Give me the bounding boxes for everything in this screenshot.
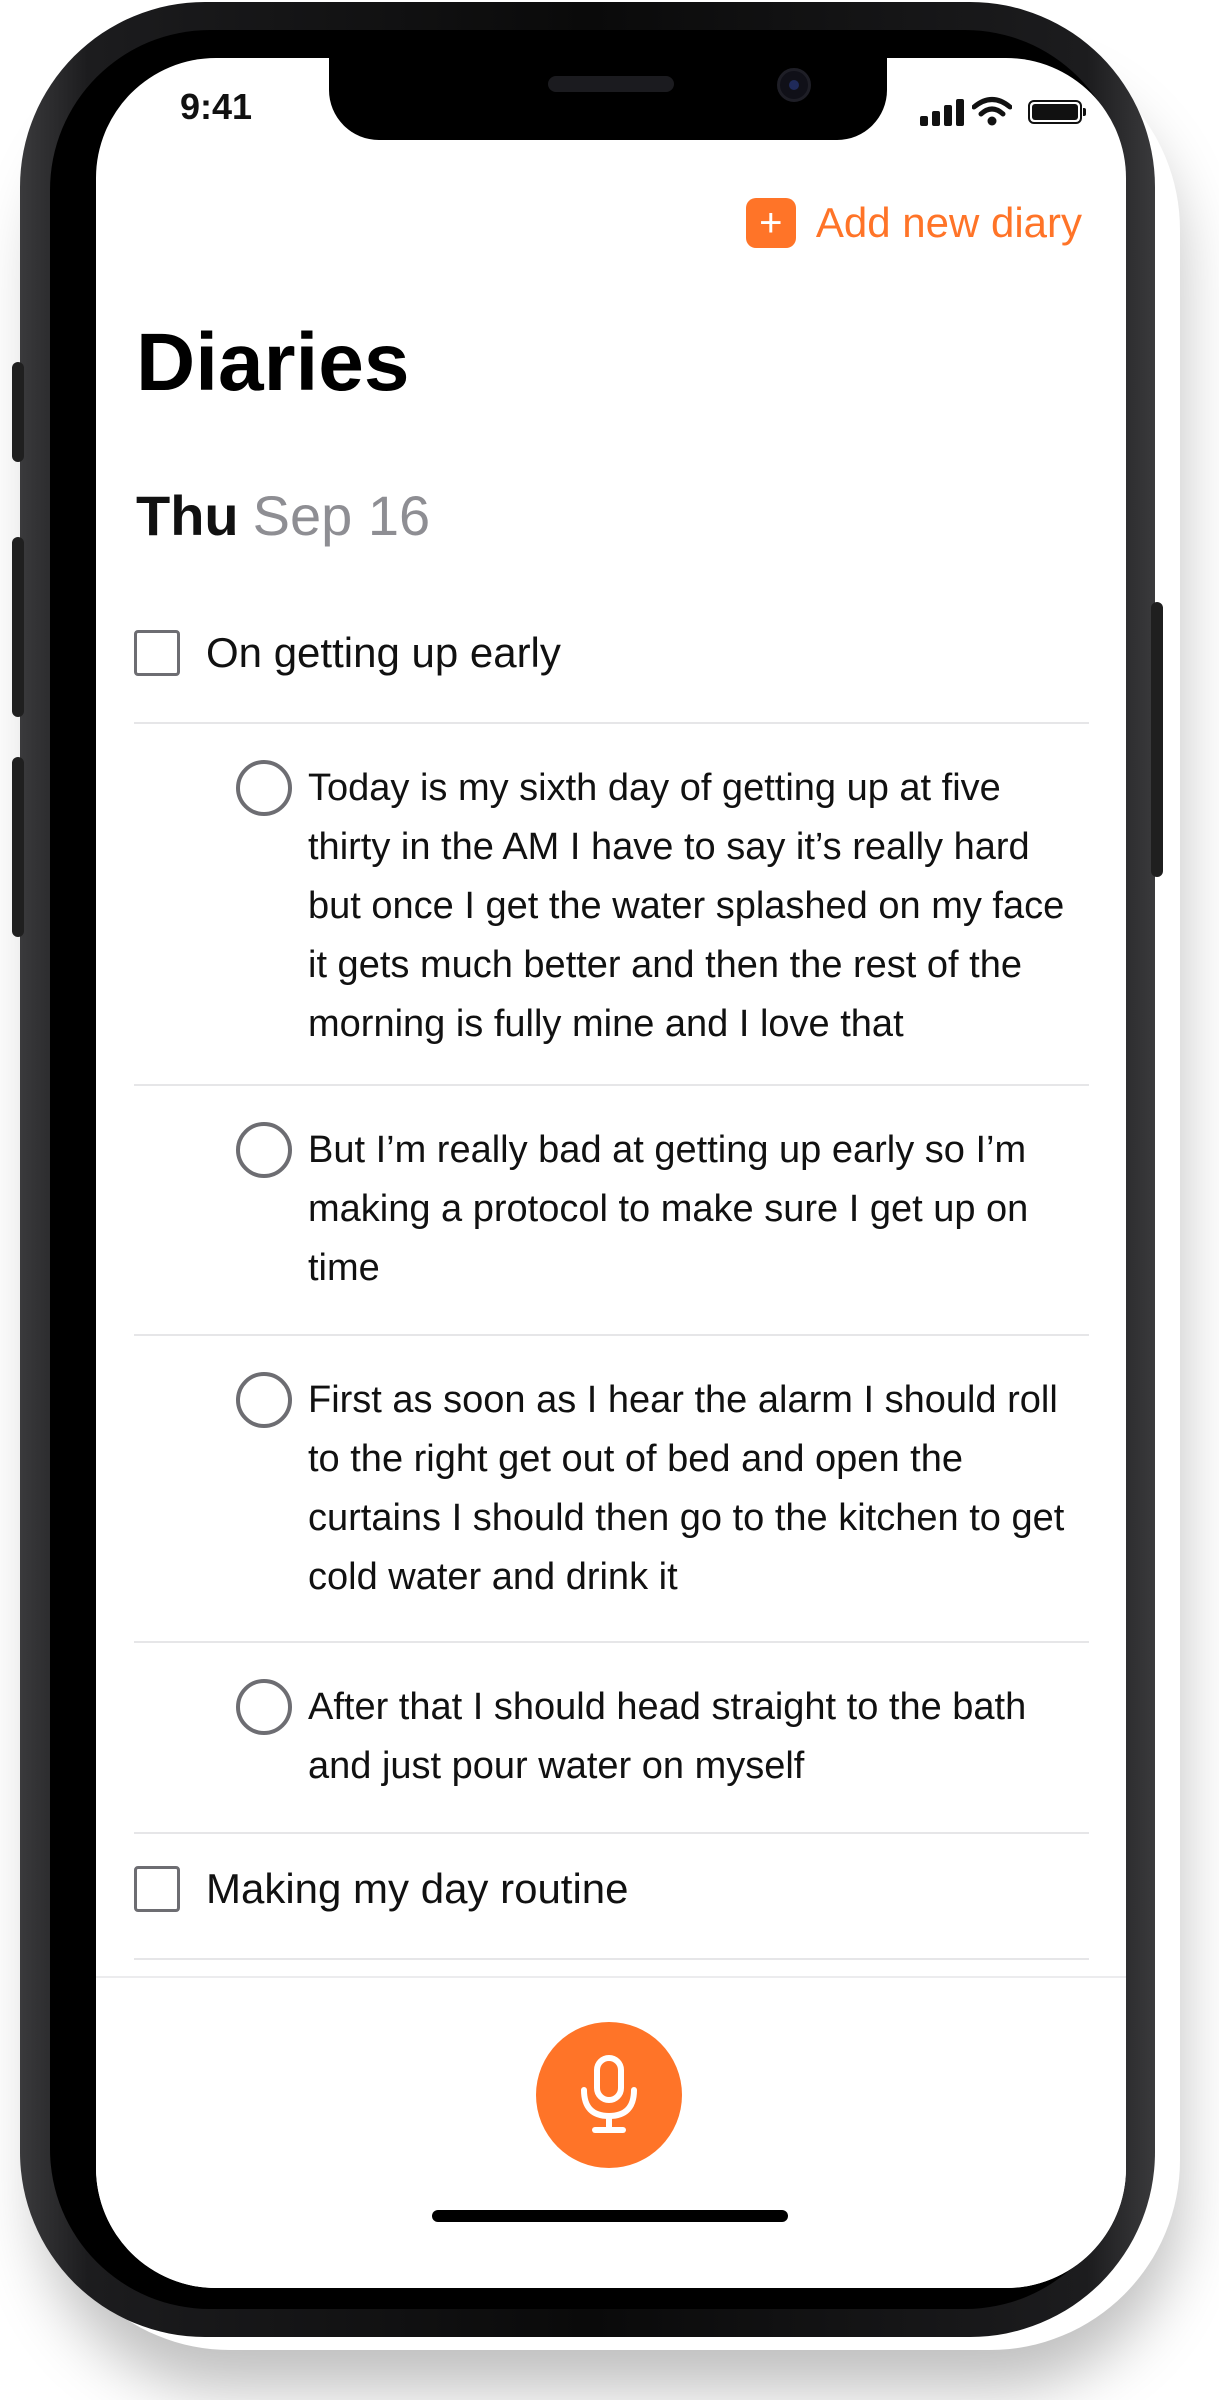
silent-switch	[12, 362, 24, 462]
entry-text: After that I should head straight to the bath and just pour water on myself	[308, 1686, 1027, 1787]
bottom-bar	[96, 1976, 1126, 2288]
entry-text: But I’m really bad at getting up early so I’m making a protocol to make sure I get up on time	[308, 1129, 1029, 1289]
entry-radio[interactable]	[236, 1122, 292, 1178]
diary-topic[interactable]	[134, 598, 1089, 724]
plus-square-icon: +	[746, 198, 796, 248]
entry-text: First as soon as I hear the alarm I should roll to the right get out of bed and open the curtains I should then go to the kitchen to get cold water and drink it	[308, 1379, 1065, 1598]
home-indicator[interactable]	[432, 2210, 788, 2222]
date-day: Thu	[136, 484, 239, 547]
earpiece-speaker	[548, 76, 674, 92]
topic-checkbox[interactable]	[134, 1866, 180, 1912]
microphone-icon	[578, 2054, 640, 2136]
topic-checkbox[interactable]	[134, 630, 180, 676]
diary-entry[interactable]	[134, 1336, 1089, 1643]
volume-down-button	[12, 757, 24, 937]
topic-title: Making my day routine	[206, 1865, 629, 1912]
entry-radio[interactable]	[236, 1679, 292, 1735]
diary-entry[interactable]	[134, 724, 1089, 1086]
screen	[96, 58, 1126, 2288]
diary-entry[interactable]	[134, 1643, 1089, 1834]
page-title: Diaries	[136, 317, 410, 408]
diary-entry[interactable]	[134, 1086, 1089, 1336]
wifi-icon	[972, 96, 1012, 126]
front-camera	[777, 68, 811, 102]
status-time: 9:41	[180, 86, 253, 127]
entry-text: Today is my sixth day of getting up at five thirty in the AM I have to say it’s really hard but once I get the water splashed on my face it gets much better and then the rest of the morning is fully mine and I love that	[308, 767, 1065, 1045]
notch	[329, 58, 887, 140]
diary-topic[interactable]	[134, 1834, 1089, 1960]
topic-title: On getting up early	[206, 629, 561, 676]
battery-icon	[1028, 100, 1082, 124]
volume-up-button	[12, 537, 24, 717]
record-button[interactable]	[536, 2022, 682, 2168]
date-heading	[136, 483, 430, 548]
add-new-diary-label: Add new diary	[815, 199, 1082, 246]
entry-radio[interactable]	[236, 760, 292, 816]
power-button	[1151, 602, 1163, 877]
cellular-signal-icon	[920, 98, 966, 126]
add-new-diary-button[interactable]	[746, 198, 1082, 248]
date-month-day: Sep 16	[252, 484, 431, 547]
diary-list	[134, 598, 1089, 2160]
device-frame	[20, 2, 1155, 2337]
entry-radio[interactable]	[236, 1372, 292, 1428]
